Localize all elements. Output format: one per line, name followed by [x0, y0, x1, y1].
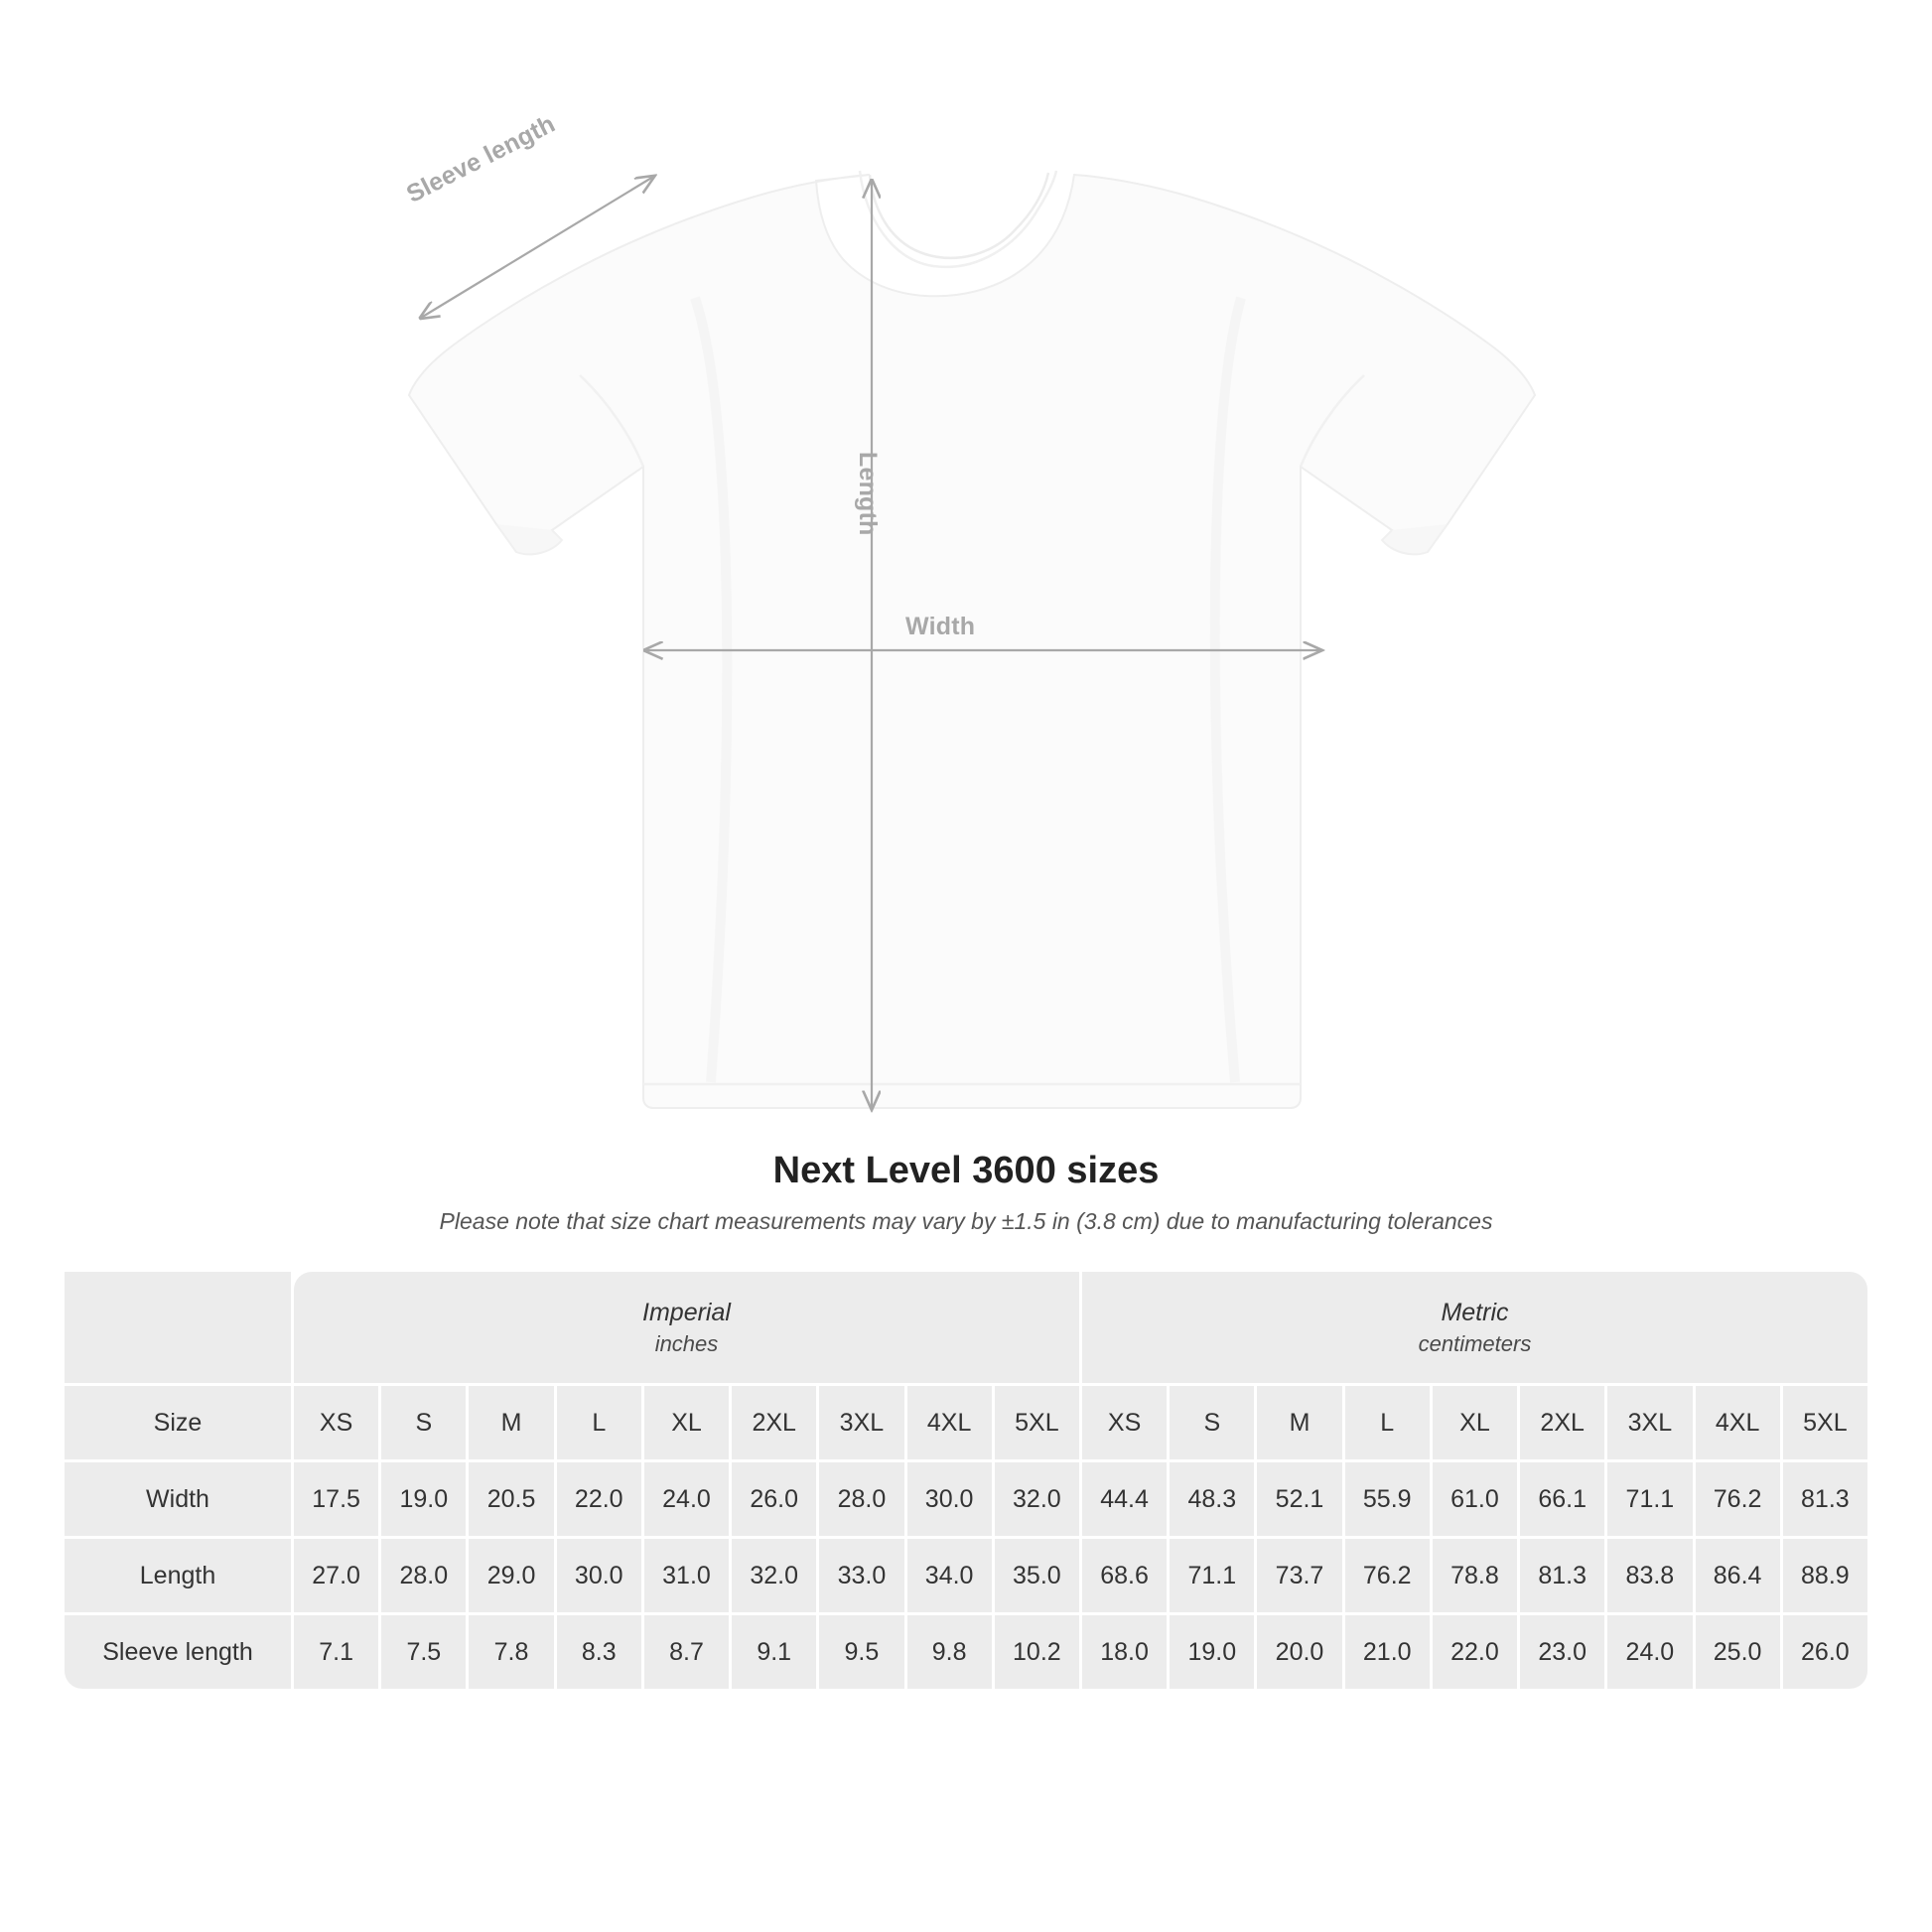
row-label-sleeve-length: Sleeve length	[65, 1615, 291, 1689]
cell-width-metric-xs: 44.4	[1082, 1462, 1167, 1536]
cell-sleeve-metric-4xl: 25.0	[1696, 1615, 1780, 1689]
size-col-metric-3xl: 3XL	[1607, 1386, 1692, 1459]
cell-length-imperial-2xl: 32.0	[732, 1539, 816, 1612]
unit-header-row	[65, 1272, 1867, 1383]
size-col-metric-m: M	[1257, 1386, 1341, 1459]
size-col-metric-2xl: 2XL	[1520, 1386, 1604, 1459]
cell-length-imperial-5xl: 35.0	[995, 1539, 1079, 1612]
cell-sleeve-metric-xl: 22.0	[1433, 1615, 1517, 1689]
size-col-metric-l: L	[1345, 1386, 1430, 1459]
cell-length-imperial-s: 28.0	[381, 1539, 466, 1612]
cell-length-metric-s: 71.1	[1170, 1539, 1254, 1612]
size-col-imperial-4xl: 4XL	[907, 1386, 992, 1459]
cell-length-imperial-m: 29.0	[469, 1539, 553, 1612]
cell-length-imperial-4xl: 34.0	[907, 1539, 992, 1612]
size-col-imperial-xs: XS	[294, 1386, 378, 1459]
cell-sleeve-imperial-2xl: 9.1	[732, 1615, 816, 1689]
cell-length-metric-2xl: 81.3	[1520, 1539, 1604, 1612]
cell-sleeve-imperial-l: 8.3	[557, 1615, 641, 1689]
cell-sleeve-metric-3xl: 24.0	[1607, 1615, 1692, 1689]
cell-length-imperial-xs: 27.0	[294, 1539, 378, 1612]
size-col-imperial-l: L	[557, 1386, 641, 1459]
cell-width-metric-5xl: 81.3	[1783, 1462, 1867, 1536]
cell-sleeve-metric-5xl: 26.0	[1783, 1615, 1867, 1689]
table-row	[65, 1462, 1867, 1536]
cell-width-metric-3xl: 71.1	[1607, 1462, 1692, 1536]
cell-width-imperial-xs: 17.5	[294, 1462, 378, 1536]
cell-length-metric-xs: 68.6	[1082, 1539, 1167, 1612]
unit-group-imperial	[294, 1272, 1079, 1383]
cell-width-imperial-l: 22.0	[557, 1462, 641, 1536]
row-label-width: Width	[65, 1462, 291, 1536]
size-col-metric-s: S	[1170, 1386, 1254, 1459]
cell-width-metric-l: 55.9	[1345, 1462, 1430, 1536]
size-col-metric-xl: XL	[1433, 1386, 1517, 1459]
cell-sleeve-imperial-5xl: 10.2	[995, 1615, 1079, 1689]
title-block	[0, 1150, 1932, 1235]
unit-group-metric-sub: centimeters	[1418, 1330, 1532, 1356]
cell-width-metric-4xl: 76.2	[1696, 1462, 1780, 1536]
cell-sleeve-imperial-m: 7.8	[469, 1615, 553, 1689]
size-col-metric-5xl: 5XL	[1783, 1386, 1867, 1459]
size-col-imperial-s: S	[381, 1386, 466, 1459]
table-row	[65, 1539, 1867, 1612]
page-title: Next Level 3600 sizes	[772, 1150, 1160, 1191]
size-col-imperial-2xl: 2XL	[732, 1386, 816, 1459]
cell-width-imperial-2xl: 26.0	[732, 1462, 816, 1536]
cell-length-imperial-l: 30.0	[557, 1539, 641, 1612]
cell-sleeve-imperial-3xl: 9.5	[819, 1615, 903, 1689]
size-row-label: Size	[65, 1386, 291, 1459]
cell-sleeve-metric-2xl: 23.0	[1520, 1615, 1604, 1689]
cell-length-metric-3xl: 83.8	[1607, 1539, 1692, 1612]
cell-sleeve-metric-xs: 18.0	[1082, 1615, 1167, 1689]
cell-width-imperial-4xl: 30.0	[907, 1462, 992, 1536]
size-col-imperial-xl: XL	[644, 1386, 729, 1459]
cell-width-metric-xl: 61.0	[1433, 1462, 1517, 1536]
cell-sleeve-metric-m: 20.0	[1257, 1615, 1341, 1689]
cell-sleeve-metric-l: 21.0	[1345, 1615, 1430, 1689]
cell-length-metric-4xl: 86.4	[1696, 1539, 1780, 1612]
cell-width-metric-m: 52.1	[1257, 1462, 1341, 1536]
size-col-metric-xs: XS	[1082, 1386, 1167, 1459]
cell-sleeve-metric-s: 19.0	[1170, 1615, 1254, 1689]
table-row	[65, 1615, 1867, 1689]
size-header-row	[65, 1386, 1867, 1459]
cell-length-metric-l: 76.2	[1345, 1539, 1430, 1612]
cell-length-metric-m: 73.7	[1257, 1539, 1341, 1612]
cell-width-imperial-xl: 24.0	[644, 1462, 729, 1536]
cell-width-imperial-s: 19.0	[381, 1462, 466, 1536]
cell-width-metric-2xl: 66.1	[1520, 1462, 1604, 1536]
cell-width-imperial-5xl: 32.0	[995, 1462, 1079, 1536]
size-table	[62, 1269, 1870, 1692]
size-table-wrapper	[62, 1269, 1870, 1692]
size-col-imperial-m: M	[469, 1386, 553, 1459]
unit-group-metric-name: Metric	[1441, 1298, 1509, 1326]
cell-length-metric-5xl: 88.9	[1783, 1539, 1867, 1612]
table-corner-blank	[65, 1272, 291, 1383]
cell-sleeve-imperial-4xl: 9.8	[907, 1615, 992, 1689]
cell-width-imperial-3xl: 28.0	[819, 1462, 903, 1536]
cell-width-metric-s: 48.3	[1170, 1462, 1254, 1536]
width-label: Width	[905, 613, 976, 640]
cell-width-imperial-m: 20.5	[469, 1462, 553, 1536]
size-col-imperial-5xl: 5XL	[995, 1386, 1079, 1459]
sleeve-length-label: Sleeve length	[402, 109, 560, 208]
length-label: Length	[854, 452, 882, 536]
row-label-length: Length	[65, 1539, 291, 1612]
cell-length-imperial-xl: 31.0	[644, 1539, 729, 1612]
cell-sleeve-imperial-xl: 8.7	[644, 1615, 729, 1689]
size-col-imperial-3xl: 3XL	[819, 1386, 903, 1459]
unit-group-imperial-sub: inches	[654, 1330, 719, 1356]
tolerance-note: Please note that size chart measurements may vary by ±1.5 in (3.8 cm) due to manufacturing tolerances	[439, 1208, 1493, 1234]
cell-sleeve-imperial-s: 7.5	[381, 1615, 466, 1689]
cell-length-metric-xl: 78.8	[1433, 1539, 1517, 1612]
cell-sleeve-imperial-xs: 7.1	[294, 1615, 378, 1689]
unit-group-imperial-name: Imperial	[642, 1298, 731, 1326]
unit-group-metric	[1082, 1272, 1867, 1383]
cell-length-imperial-3xl: 33.0	[819, 1539, 903, 1612]
size-col-metric-4xl: 4XL	[1696, 1386, 1780, 1459]
